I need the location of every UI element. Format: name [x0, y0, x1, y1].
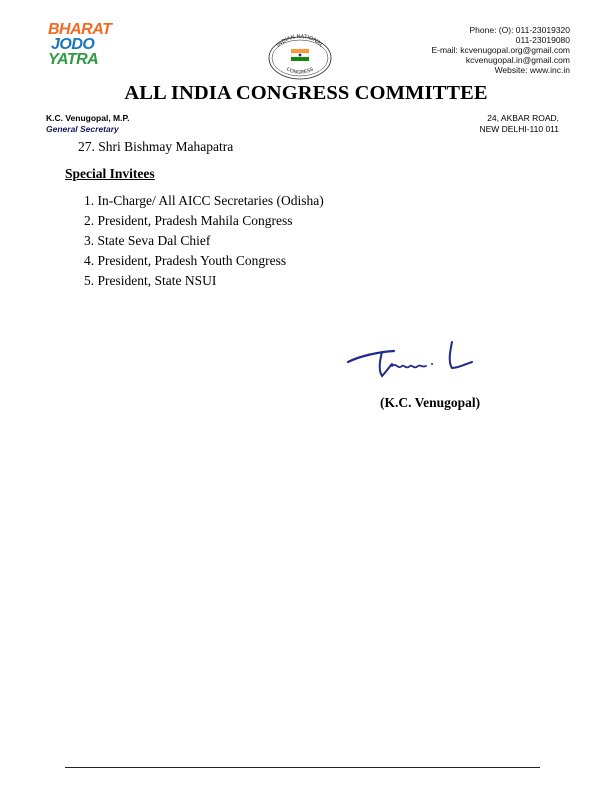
- handwritten-signature: [340, 334, 480, 389]
- contact-block: [431, 25, 570, 75]
- address-line-1: 24, AKBAR ROAD,: [487, 113, 559, 123]
- inc-emblem-bottom-text: CONGRESS: [285, 66, 315, 76]
- email-line-2: kcvenugopal.in@gmail.com: [465, 55, 570, 65]
- bharat-jodo-yatra-logo: [48, 21, 112, 68]
- list-item: 2. President, Pradesh Mahila Congress: [84, 213, 293, 228]
- inc-emblem-logo: [265, 34, 335, 80]
- letterhead-title: ALL INDIA CONGRESS COMMITTEE: [124, 82, 488, 104]
- footer-rule: [65, 767, 540, 768]
- list-item: 5. President, State NSUI: [84, 273, 217, 288]
- bjy-logo-line2: JODO: [51, 36, 95, 53]
- bjy-logo-line1: BHARAT: [48, 21, 112, 38]
- address-block: [479, 113, 559, 135]
- inc-emblem-top-text: INDIAN NATIONAL: [275, 34, 325, 49]
- flag-icon: [291, 49, 309, 61]
- section-heading: Special Invitees: [65, 166, 155, 181]
- bjy-logo-line3: YATRA: [48, 51, 99, 68]
- email-line-1: E-mail: kcvenugopal.org@gmail.com: [431, 45, 570, 55]
- signer-name: (K.C. Venugopal): [380, 395, 481, 410]
- list-item: 27. Shri Bishmay Mahapatra: [78, 139, 234, 154]
- address-line-2: NEW DELHI-110 011: [479, 124, 559, 134]
- list-item: 1. In-Charge/ All AICC Secretaries (Odisha): [84, 193, 324, 208]
- svg-text:CONGRESS: [285, 66, 315, 76]
- sender-role: General Secretary: [46, 124, 119, 134]
- website-line: Website: www.inc.in: [494, 65, 570, 75]
- sender-name: K.C. Venugopal, M.P.: [46, 113, 130, 123]
- list-item: 4. President, Pradesh Youth Congress: [84, 253, 287, 268]
- list-item: 3. State Seva Dal Chief: [84, 233, 211, 248]
- phone-line-2: 011-23019080: [515, 35, 570, 45]
- svg-text:INDIAN NATIONAL: [276, 34, 324, 49]
- phone-line-1: Phone: (O): 011-23019320: [469, 25, 570, 35]
- sender-block: [46, 113, 129, 135]
- invitees-list: [84, 191, 324, 291]
